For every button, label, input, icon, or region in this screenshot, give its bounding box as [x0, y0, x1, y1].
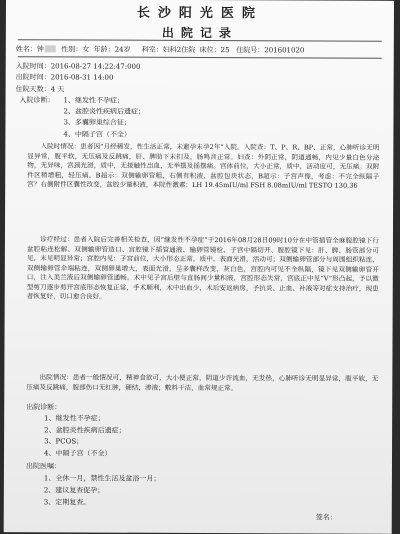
discharge-advice-item: 1、全休一月，禁性生活及盆浴一月； — [43, 474, 161, 483]
stay-days: 4 天 — [50, 85, 65, 94]
discharge-advice-label: 出院医嘱： — [25, 462, 61, 471]
discharge-advice-item: 3、定期复查。 — [43, 498, 91, 507]
discharge-diagnosis-item: 4、中隔子宫（不全） — [44, 449, 112, 458]
hospital-name: 长沙阳光医院 — [136, 5, 263, 22]
header-divider — [18, 39, 382, 42]
discharge-time: 2016-08-31 14:00 — [50, 73, 114, 82]
treatment-paragraph: 诊疗经过：患者入院后完善相关检查，因“继发性不孕症”于2016年08月28日09时10分在中管插管全麻腹腔镜下行盆腔粘连松解、双侧输卵管造口、宫腔镜下插管通液、输卵管镜检、子宫中隔切开、腹腔镜下见：肝、脾、肠管部分可见，未见明显异常；宫腔内见：子宫前位，大小形态正常，质中，表面光滑，活动可；双侧输卵管部分与周围组织粘连，双侧输卵管伞端粘连，双侧卵巢增大，表面光滑，呈多囊样改变，灰白色，宫腔内可见不全纵隔，镜下见双侧输卵管开口，注入美兰液后双侧输卵管通畅。术中见子宫后壁与直肠间少量积液，宫腔形态失常，宫底正中见“V”形凸起，予以微型剪刀逐步剪开宫底形态恢复正常，手术顺利，术中出血少，术后安返病房，予抗炎、止血、补液等对症支持治疗，现患者恢复好，切口愈合良好。 — [26, 235, 379, 301]
patient-gender: 女 — [82, 45, 90, 54]
discharge-record-page — [4, 0, 394, 534]
patient-bed: 25 — [220, 46, 230, 55]
discharge-diagnosis-item: 3、PCOS； — [44, 437, 84, 446]
patient-info-row: 姓名：钟 性别：女 年龄：24岁 科室：妇科2住院 床位：25 住院号：201601020 — [15, 45, 305, 55]
patient-name: 钟 — [36, 45, 44, 54]
signature-label: 签名： — [315, 513, 337, 522]
patient-dept: 妇科2住院 — [162, 45, 196, 54]
discharge-diagnosis-label: 出院诊断： — [26, 403, 62, 412]
discharge-state-paragraph: 出院情况：患者一般情况可，精神食欲可，大小便正常，阴道少许流血，无发热，心肺听诊无明显异常，腹平软，无压痛及反跳痛，腹部伤口无红肿，硬结，渗液；敷料干洁，血常规正常。 — [26, 373, 379, 392]
admission-time: 2016-08-27 14:22:47:000 — [50, 62, 141, 71]
admission-diagnosis-label: 入院诊断： — [19, 96, 55, 105]
patient-age: 24岁 — [114, 45, 131, 54]
record-title: 出院记录 — [161, 25, 238, 41]
patient-admission-no: 201601020 — [264, 46, 305, 55]
discharge-time-row: 出院时间：2016-08-31 14:00 — [15, 73, 114, 82]
discharge-diagnosis-item: 2、盆腔炎性疾病后遗症； — [44, 426, 126, 435]
discharge-advice-item: 2、建议复查促孕； — [43, 486, 105, 495]
admission-diagnosis-item: 3、多囊卵巢综合征； — [63, 118, 131, 127]
admission-diagnosis-item: 1、继发性不孕症； — [63, 96, 125, 105]
info-divider — [18, 56, 382, 59]
stay-days-row: 住院天数：4 天 — [15, 85, 65, 94]
admission-time-row: 入院时间：2016-08-27 14:22:47:000 — [15, 62, 141, 71]
admission-diagnosis-item: 4、中隔子宫（不全） — [63, 130, 131, 139]
admission-state-paragraph: 入院时情况：患者因“月经稀发，性生活正常，未避孕未孕2年”入院。入院查：T、P、R、BP、正常，心肺听诊无明显异常，腹平软，无压痛及反跳痛，肝、脾肋下未扪及，肠鸣音正常。妇查：外阴正常，阴道通畅，内见少量白色分泌物，无异味，宫颈光滑，质中，无接触性出血，无举摆及摇摆痛。宫体前位，大小正常，质中，活动度可，无压痛。双附件区稍增粗，轻压痛。B超示：双侧输卵管粗，右侧有积液，盆腔包块状态，B超示：子宫声像，考虑：不完全纵隔子宫？右侧附件区囊性改变，盆腔少量积液，本院性激素：LH 19.45mIU/ml FSH 8.08mIU/ml TESTO 130.36 — [27, 142, 380, 190]
discharge-diagnosis-item: 1、继发性不孕症； — [44, 414, 105, 423]
admission-diagnosis-item: 2、盆腔炎性疾病后遗症； — [63, 107, 145, 116]
redacted-name-mark — [45, 45, 56, 52]
